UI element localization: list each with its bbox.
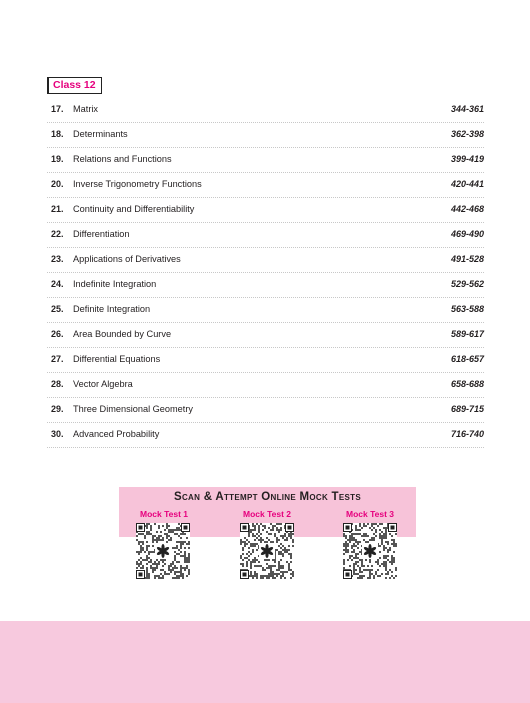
chapter-title: Differentiation [73,229,130,239]
chapter-number: 21. [51,204,64,214]
toc-row[interactable] [47,123,484,148]
toc-row[interactable] [47,348,484,373]
chapter-number: 24. [51,279,64,289]
mock-test-3-label[interactable]: Mock Test 3 [345,509,395,519]
chapter-title: Area Bounded by Curve [73,329,172,339]
toc-row[interactable] [47,173,484,198]
mock-test-2-label[interactable]: Mock Test 2 [242,509,292,519]
chapter-title: Continuity and Differentiability [73,204,195,214]
chapter-number: 19. [51,154,64,164]
chapter-number: 27. [51,354,64,364]
chapter-title: Vector Algebra [73,379,133,389]
page-range: 420-441 [450,179,484,189]
page-range: 716-740 [450,429,484,439]
page-range: 689-715 [450,404,484,414]
page-range: 491-528 [450,254,484,264]
toc-row[interactable] [47,423,484,448]
qr-code-mock-test-2[interactable] [240,523,294,579]
table-of-contents [47,98,484,448]
toc-row[interactable] [47,98,484,123]
qr-code-mock-test-3[interactable] [343,523,397,579]
class-label: Class 12 [47,77,102,94]
toc-row[interactable] [47,273,484,298]
chapter-number: 20. [51,179,64,189]
chapter-title: Differential Equations [73,354,161,364]
page-range: 442-468 [450,204,484,214]
chapter-number: 29. [51,404,64,414]
toc-row[interactable] [47,373,484,398]
chapter-number: 23. [51,254,64,264]
page-range: 658-688 [450,379,484,389]
chapter-number: 18. [51,129,64,139]
toc-row[interactable] [47,248,484,273]
chapter-title: Definite Integration [73,304,151,314]
chapter-number: 26. [51,329,64,339]
page-range: 344-361 [450,104,484,114]
toc-row[interactable] [47,148,484,173]
chapter-title: Matrix [73,104,99,114]
page-range: 529-562 [450,279,484,289]
mock-test-1-label[interactable]: Mock Test 1 [139,509,189,519]
page-range: 469-490 [450,229,484,239]
toc-row[interactable] [47,198,484,223]
chapter-title: Relations and Functions [73,154,172,164]
footer-band [0,621,530,703]
chapter-number: 25. [51,304,64,314]
chapter-title: Inverse Trigonometry Functions [73,179,202,189]
chapter-title: Applications of Derivatives [73,254,181,264]
chapter-title: Advanced Probability [73,429,160,439]
page-range: 618-657 [450,354,484,364]
chapter-title: Indefinite Integration [73,279,157,289]
mock-test-heading: Scan & Attempt Online Mock Tests [174,491,361,503]
toc-row[interactable] [47,223,484,248]
toc-row[interactable] [47,398,484,423]
chapter-number: 28. [51,379,64,389]
chapter-number: 22. [51,229,64,239]
chapter-number: 17. [51,104,64,114]
page-range: 563-588 [450,304,484,314]
qr-code-mock-test-1[interactable] [136,523,190,579]
chapter-title: Three Dimensional Geometry [73,404,193,414]
chapter-title: Determinants [73,129,128,139]
toc-row[interactable] [47,298,484,323]
page-range: 589-617 [450,329,484,339]
page-range: 362-398 [450,129,484,139]
toc-row[interactable] [47,323,484,348]
page-range: 399-419 [450,154,484,164]
chapter-number: 30. [51,429,64,439]
